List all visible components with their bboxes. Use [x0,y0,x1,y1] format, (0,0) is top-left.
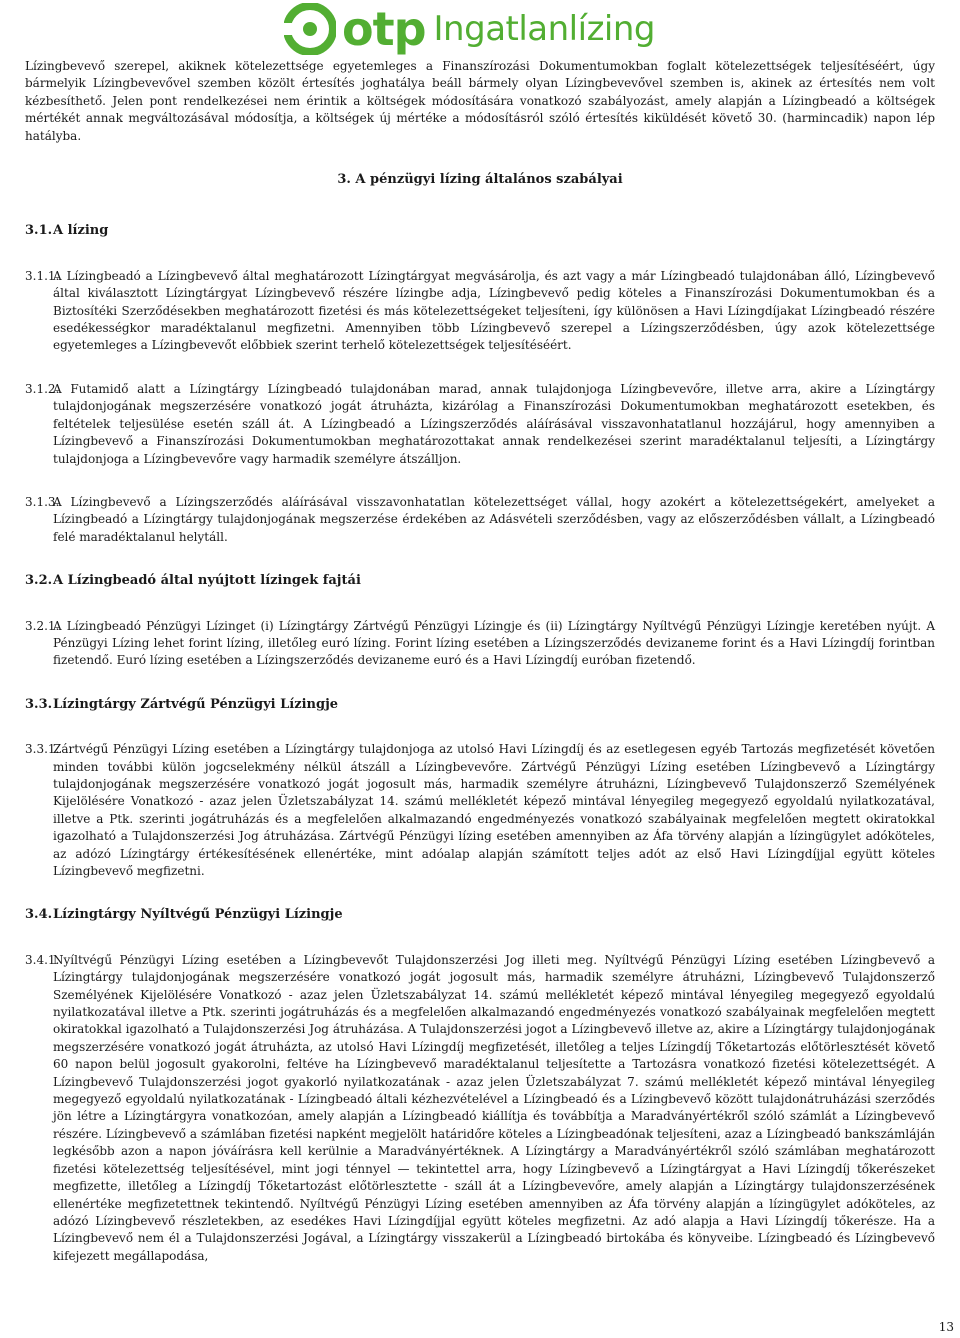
section-heading-3-2 [25,572,935,589]
paragraph-text: A Lízingbevevő a Lízingszerződés aláírásával visszavonhatatlan kötelezettséget vállal, hogy azokért a kötelezettségekért, amelyeket a Lízingbeadó a Lízingtárgy tulajdonjogának megszerzése érdekében az Adásvételi szerződésben, vagy az előszerződésben vállalt, a Lízingbeadó felé maradéktalanul helytáll. [53,494,935,544]
paragraph-3-1-3 [25,494,935,546]
paragraph-text: Nyíltvégű Pénzügyi Lízing esetében a Lízingbevevőt Tulajdonszerzési Jog illeti meg. Nyíltvégű Pénzügyi Lízing esetében Lízingbevevő a Lízingtárgy tulajdonjogának megszerzésére vonatkozó jogát jogosult más, harmadik személyre átruházni, Lízingbevevő Tulajdonszerző Személyének Kijelölésére Vonatkozó - azaz jelen Üzletszabályzat 14. számú mellékletét képező mintával lényegileg megegyező egyoldalú nyilatkozatával illetve a Ptk. szerinti jogátruházás és a megfelelően alkalmazandó engedményezés vonatkozó szabályainak megfelelően megtett okiratokkal igazolható a Tulajdonszerzési Jog átruházása. A Tulajdonszerzési jogot a Lízingbevevő illetve az, akire a Lízingtárgy tulajdonjogának megszerzésére vonatkozó jogát átruházta, az utolsó Havi Lízingdíj megfizetését, illetőleg a teljes Lízingdíj Tőketartozás előtörlesztését követő 60 napon belül jogosult gyakorolni, feltéve ha Lízingbevevő maradéktalanul teljesítette a Tartozásra vonatkozó fizetési kötelezettségét. A Lízingbevevő Tulajdonszerzési jogot gyakorló nyilatkozatának - azaz jelen Üzletszabályzat 7. számú mellékletét képező mintával lényegileg megegyező egyoldalú nyilatkozatának - Lízingbeadó általi kézhezvételével a Lízingbeadó és a Lízingbevevő között tulajdonátruházási szerződés jön létre a Lízingtárgyra vonatkozóan, amely alapján a Lízingbeadó kiállítja és továbbítja a Maradványértékről szóló számlát a Lízingbevevő részére. Lízingbevevő a számlában fizetési napként megjelölt határidőre köteles a Lízingbeadónak teljesíteni, azaz a Lízingbeadó bankszámláján legkésőbb azon a napon jóváírásra kell kerülnie a Maradványértéknek. A Lízingtárgy a Maradványértékről szóló számlában meghatározott fizetési kötelezettség teljesítésével, mint jogi ténnyel — tekintettel arra, hogy Lízingbevevő a Lízingtárgyat a Havi Lízingdíj tőkerészeket megfizette, illetőleg a Lízingdíj Tőketartozást előtörlesztette - száll át a Lízingbevevőre, amely alapján a Lízingtárgy tulajdonszerzésének ellenértéke megfizetettnek tekintendő. Nyíltvégű Pénzügyi Lízing esetében amennyiben az Áfa törvény alapján a lízingügylet adóköteles, az adózó Lízingbevevő részletekben, az esedékes Havi Lízingdíjjal együtt köteles megfizetni. Az adó alapja a Havi Lízingdíj tőkerésze. Ha a Lízingbevevő nem él a Tulajdonszerzési Jogával, a Lízingtárgy visszakerül a Lízingbeadó birtokába és könyveibe. Lízingbeadó és Lízingbevevő kifejezett megállapodása, [53,952,935,1263]
logo-brand-text: otp [342,2,426,56]
paragraph-text: A Lízingbeadó a Lízingbevevő által meghatározott Lízingtárgyat megvásárolja, és azt vagy a már Lízingbeadó tulajdonában álló, Lízingbevevő által kiválasztott Lízingtárgyat Lízingbevevő részére lízingbe adja, Lízingbevevő pedig köteles a Finanszírozási Dokumentumokban és a Biztosítéki Szerződésekben meghatározott fizetési és más kötelezettségeket teljesíteni, így különösen a Havi Lízingdíjakat Lízingbeadó részére esedékességkor maradéktalanul megfizetni. Amennyiben több Lízingbevevő szerepel a Lízingszerződésben, úgy azok kötelezettsége egyetemleges a Lízingbevevőt előbbiek szerint terhelő kötelezettségek teljesítéséért. [53,268,935,353]
otp-logo-icon [284,3,336,55]
section-heading-3-1 [25,222,935,239]
chapter-title: 3. A pénzügyi lízing általános szabályai [337,172,623,188]
section-number: 3.1. [25,223,53,239]
section-number: 3.2. [25,573,53,589]
section-number: 3.3. [25,696,53,712]
paragraph-number: 3.4.1. [25,952,60,967]
paragraph-number: 3.1.3. [25,494,60,509]
paragraph-3-3-1 [25,741,935,880]
paragraph-text: Zártvégű Pénzügyi Lízing esetében a Lízingtárgy tulajdonjoga az utolsó Havi Lízingdíj és az esetlegesen egyéb Tartozás megfizetését követően minden további külön jogcselekmény nélkül átszáll a Lízingbevevőre. Zártvégű Pénzügyi Lízing esetében Lízingbevevő a Lízingtárgy tulajdonjogának megszerzésére vonatkozó jogát jogosult más, harmadik személyre átruházni, Lízingbevevő Tulajdonszerző Személyének Kijelölésére Vonatkozó - azaz jelen Üzletszabályzat 14. számú mellékletét képező mintával lényegileg megegyező egyoldalú nyilatkozatával, illetve a Ptk. szerinti jogátruházás és a megfelelően alkalmazandó engedményezés vonatkozó szabályainak megfelelően megtett okiratokkal igazolható a Tulajdonszerzési Jog átruházása. Zártvégű Pénzügyi lízing esetében amennyiben az Áfa törvény alapján a lízingügylet adóköteles, az adózó Lízingtárgy értékesítésének ellenértéke, mint adóalap alapján számított teljes adót az első Havi Lízingdíjjal együtt köteles Lízingbevevő megfizetni. [53,742,935,878]
paragraph-number: 3.1.1. [25,268,60,283]
paragraph-number: 3.2.1. [25,618,60,633]
section-heading-3-3 [25,696,935,713]
document-body [25,58,935,1291]
paragraph-3-1-1 [25,268,935,355]
paragraph-3-1-2 [25,381,935,468]
section-number: 3.4. [25,907,53,923]
section-heading-3-4 [25,906,935,923]
section-title: Lízingtárgy Nyíltvégű Pénzügyi Lízingje [53,907,343,923]
paragraph-text: A Futamidő alatt a Lízingtárgy Lízingbeadó tulajdonában marad, annak tulajdonjoga Lízingbevevőre, illetve arra, akire a Lízingtárgy tulajdonjogának megszerzésére vonatkozó jogát átruházta, kizárólag a Finanszírozási Dokumentumokban meghatározott esetekben, és feltételek teljesülése esetén száll át. A Lízingbeadó a Lízingszerződés aláírásával visszavonhatatlanul hozzájárul, hogy amennyiben a Lízingbevevő a Finanszírozási Dokumentumokban meghatározottakat annak rendelkezései szerint maradéktalanul teljesíti, a Lízingtárgy tulajdonjoga a Lízingbevevőre vagy harmadik személyre átszálljon. [53,381,935,466]
section-title: Lízingtárgy Zártvégű Pénzügyi Lízingje [53,696,339,712]
paragraph-number: 3.3.1. [25,742,60,757]
section-title: A Lízingbeadó által nyújtott lízingek fajtái [53,573,361,589]
logo-product-text: Ingatlanlízing [433,9,656,49]
section-title: A lízing [53,223,109,239]
paragraph-3-2-1 [25,618,935,670]
company-logo [284,2,655,56]
paragraph-3-4-1 [25,952,935,1265]
page-number: 13 [938,1320,954,1334]
paragraph-text: A Lízingbeadó Pénzügyi Lízinget (i) Lízingtárgy Zártvégű Pénzügyi Lízingje és (ii) Lízingtárgy Nyíltvégű Pénzügyi Lízingje keretében nyújt. A Pénzügyi Lízing lehet forint lízing, illetőleg euró lízing. Forint lízing esetében a Lízingszerződés devizaneme forint és a Havi Lízingdíj forintban fizetendő. Euró lízing esetében a Lízingszerződés devizaneme euró és a Havi Lízingdíj euróban fizetendő. [53,618,935,668]
paragraph-number: 3.1.2. [25,381,60,396]
intro-paragraph: Lízingbevevő szerepel, akiknek kötelezettsége egyetemleges a Finanszírozási Dokumentumokban foglalt kötelezettségek teljesítéséért, úgy bármelyik Lízingbevevővel szemben közölt értesítés joghatálya beáll bármely olyan Lízingbevevővel szemben is, akinek az értesítés nem volt kézbesíthető. Jelen pont rendelkezései nem érintik a költségek módosítására vonatkozó szabályozást, amely alapján a Lízingbeadó a költségek mértékét annak megváltozásával módosítja, a költségek új mértéke a módosításról szóló értesítés kiküldését követő 30. (harmincadik) napon lép hatályba. [25,59,935,143]
